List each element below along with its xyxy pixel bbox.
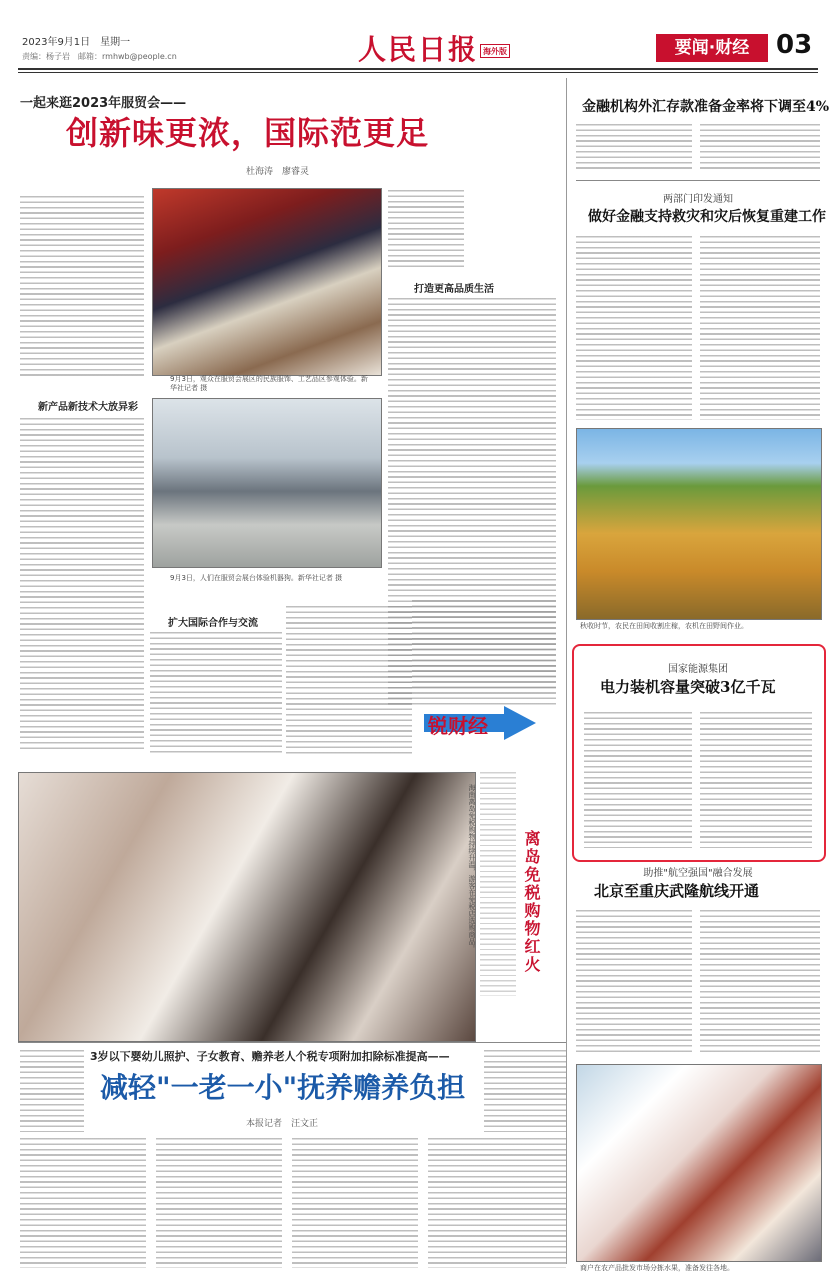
main-lead-text	[20, 196, 144, 376]
bottom-text-2	[156, 1138, 282, 1268]
fruit-market-photo	[576, 1064, 822, 1262]
subhead-life: 打造更高品质生活	[414, 284, 494, 295]
masthead-name: 人民日报	[358, 33, 479, 66]
bottom-headline: 减轻"一老一小"抚养赡养负担	[100, 1071, 466, 1104]
header-info	[22, 36, 177, 64]
farm-photo	[576, 428, 822, 620]
bottom-kicker: 3岁以下婴幼儿照护、子女教育、赡养老人个税专项附加扣除标准提高——	[90, 1050, 450, 1063]
issue-date: 2023年9月1日 星期一	[22, 37, 131, 48]
article2-text-b	[700, 236, 820, 420]
header-rule-thin	[18, 72, 818, 73]
main-text-c	[388, 190, 464, 270]
bottom-text-4	[428, 1138, 566, 1268]
duty-free-title: 离岛免税购物红火	[522, 830, 541, 974]
robot-caption: 9月3日，人们在服贸会展台体验机器狗。新华社记者 摄	[170, 574, 343, 582]
article2-kicker: 两部门印发通知	[663, 194, 733, 205]
bottom-side-text	[484, 1050, 566, 1132]
bottom-text-1	[20, 1138, 146, 1268]
promo-logo	[422, 700, 540, 746]
page-number: 03	[776, 30, 813, 60]
promo-label: 锐财经	[428, 714, 488, 738]
duty-free-photo	[18, 772, 476, 1042]
article1-title: 金融机构外汇存款准备金率将下调至4%	[582, 99, 830, 115]
right-rule-1	[576, 180, 820, 181]
article4-text-a	[576, 910, 692, 1056]
subhead-tech: 新产品新技术大放异彩	[38, 402, 138, 413]
article4-title: 北京至重庆武隆航线开通	[594, 882, 760, 900]
bottom-byline: 本报记者 汪文正	[246, 1119, 319, 1129]
article2-title: 做好金融支持救灾和灾后恢复重建工作	[588, 209, 826, 225]
bottom-section-rule	[18, 1042, 566, 1043]
subhead-cooperation: 扩大国际合作与交流	[168, 618, 258, 629]
right-column-rule	[566, 78, 567, 1264]
main-byline: 杜海涛 廖睿灵	[246, 167, 310, 177]
main-kicker: 一起来逛2023年服贸会——	[20, 96, 187, 111]
expo-photo	[152, 188, 382, 376]
article4-text-b	[700, 910, 820, 1056]
article4-kicker: 助推"航空强国"融合发展	[643, 868, 753, 879]
robot-photo	[152, 398, 382, 568]
bottom-text-3	[292, 1138, 418, 1268]
article1-text-a	[576, 124, 692, 172]
header-rule	[18, 68, 818, 70]
highlight-title: 电力装机容量突破3亿千瓦	[600, 678, 776, 696]
bottom-lead-text	[20, 1050, 84, 1132]
highlight-text-a	[584, 712, 692, 848]
edition-label: 海外版	[480, 44, 510, 58]
article2-text-a	[576, 236, 692, 420]
farm-caption: 秋收时节，农民在田间收割庄稼，农机在田野间作业。	[580, 622, 748, 630]
cooperation-text-a	[150, 632, 282, 756]
life-text-tail	[412, 600, 556, 692]
duty-free-text	[480, 772, 516, 996]
tech-text	[20, 418, 144, 752]
highlight-text-b	[700, 712, 812, 848]
article1-text-b	[700, 124, 820, 172]
editor-line: 责编：杨子岩 邮箱：rmhwb@people.cn	[22, 52, 177, 61]
expo-caption: 9月3日，观众在服贸会展区的民族服饰、工艺品区参观体验。新华社记者 摄	[170, 375, 368, 392]
highlight-kicker: 国家能源集团	[668, 664, 728, 675]
masthead-logo	[358, 28, 510, 68]
duty-free-caption: 海南离岛免税购物持续升温，游客在免税店选购商品。	[468, 784, 476, 952]
section-tag: 要闻·财经	[656, 34, 768, 62]
main-headline: 创新味更浓，国际范更足	[66, 114, 430, 152]
fruit-caption: 商户在农产品批发市场分拣水果，准备发往各地。	[580, 1264, 734, 1272]
